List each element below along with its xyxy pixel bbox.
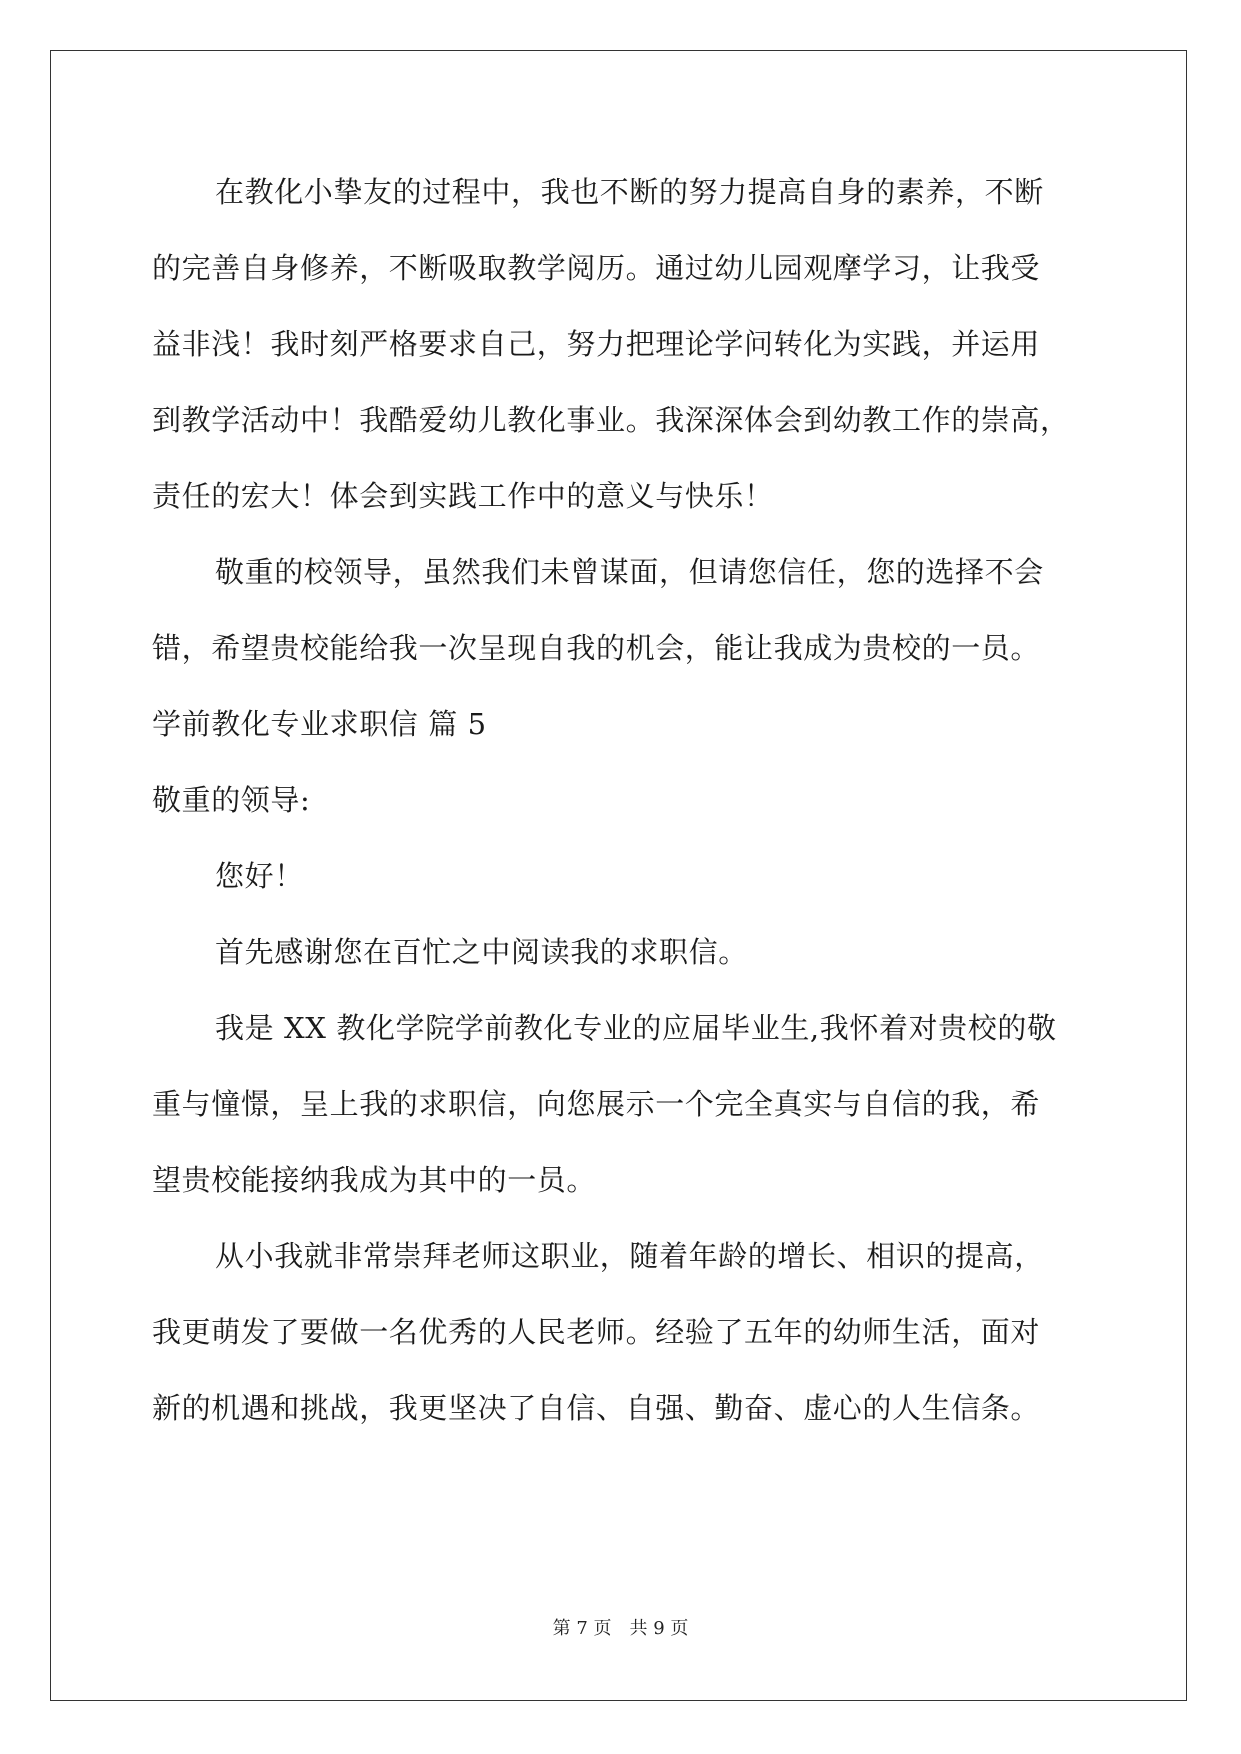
paragraph-line: 的完善自身修养，不断吸取教学阅历。通过幼儿园观摩学习，让我受 (152, 251, 1041, 285)
paragraph-line: 我是 XX 教化学院学前教化专业的应届毕业生,我怀着对贵校的敬 (215, 1011, 1057, 1045)
current-page-number: 第 7 页 (552, 1618, 612, 1639)
section-heading: 学前教化专业求职信 篇 5 (152, 707, 487, 741)
salutation: 敬重的领导: (152, 783, 311, 817)
paragraph-line: 敬重的校领导，虽然我们未曾谋面，但请您信任，您的选择不会 (215, 555, 1044, 589)
greeting: 您好！ (215, 859, 304, 893)
paragraph-line: 首先感谢您在百忙之中阅读我的求职信。 (215, 935, 748, 969)
paragraph-line: 从小我就非常崇拜老师这职业，随着年龄的增长、相识的提高， (215, 1239, 1044, 1273)
paragraph-line: 责任的宏大！体会到实践工作中的意义与快乐！ (152, 479, 774, 513)
paragraph-line: 望贵校能接纳我成为其中的一员。 (152, 1163, 597, 1197)
document-body (152, 162, 1112, 1454)
total-page-count: 共 9 页 (629, 1618, 689, 1639)
paragraph-line: 重与憧憬，呈上我的求职信，向您展示一个完全真实与自信的我，希 (152, 1087, 1041, 1121)
paragraph-line: 我更萌发了要做一名优秀的人民老师。经验了五年的幼师生活，面对 (152, 1315, 1041, 1349)
paragraph-line: 错，希望贵校能给我一次呈现自我的机会，能让我成为贵校的一员。 (152, 631, 1041, 665)
paragraph-line: 在教化小挚友的过程中，我也不断的努力提高自身的素养，不断 (215, 175, 1044, 209)
paragraph-line: 益非浅！我时刻严格要求自己，努力把理论学问转化为实践，并运用 (152, 327, 1041, 361)
paragraph-line: 新的机遇和挑战，我更坚决了自信、自强、勤奋、虚心的人生信条。 (152, 1391, 1041, 1425)
page-footer (0, 1614, 1241, 1640)
paragraph-line: 到教学活动中！我酷爱幼儿教化事业。我深深体会到幼教工作的崇高， (152, 403, 1070, 437)
